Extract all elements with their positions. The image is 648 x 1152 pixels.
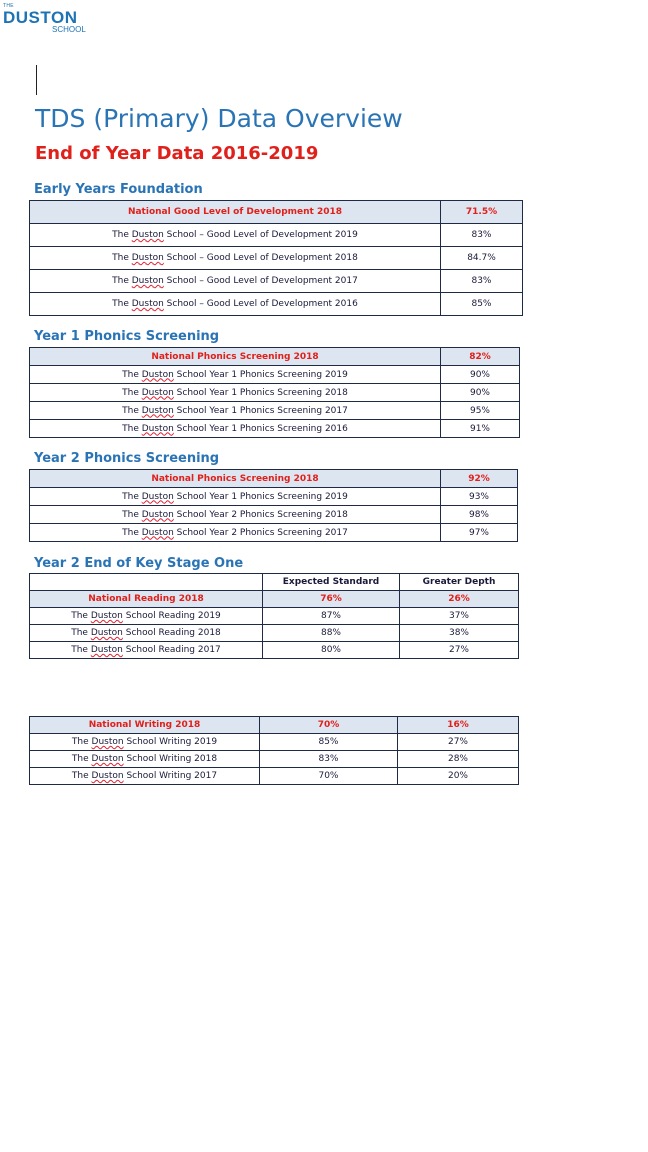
row-expected: 70%	[260, 768, 398, 785]
row-label: The Duston School Year 1 Phonics Screening 2016	[30, 420, 441, 438]
row-label: The Duston School Year 1 Phonics Screening 2019	[30, 488, 441, 506]
row-value: 93%	[441, 488, 518, 506]
national-expected: 76%	[263, 591, 400, 608]
row-value: 90%	[441, 384, 520, 402]
eyfs-table	[29, 200, 523, 316]
national-greater: 26%	[400, 591, 519, 608]
row-value: 91%	[441, 420, 520, 438]
row-expected: 88%	[263, 625, 400, 642]
row-label: The Duston School Reading 2018	[30, 625, 263, 642]
row-greater: 27%	[398, 734, 519, 751]
row-label: The Duston School Writing 2017	[30, 768, 260, 785]
row-label: The Duston School Writing 2019	[30, 734, 260, 751]
page-title: TDS (Primary) Data Overview	[35, 104, 403, 133]
table-row	[30, 751, 519, 768]
table-row	[30, 366, 520, 384]
table-row	[30, 768, 519, 785]
table-row	[30, 247, 523, 270]
table-row	[30, 270, 523, 293]
row-greater: 27%	[400, 642, 519, 659]
row-label: The Duston School – Good Level of Development 2019	[30, 224, 441, 247]
table-row	[30, 402, 520, 420]
column-header-greater: Greater Depth	[400, 574, 519, 591]
y1-phonics-table	[29, 347, 520, 438]
column-header-expected: Expected Standard	[263, 574, 400, 591]
table-row	[30, 488, 518, 506]
y2-heading: Year 2 Phonics Screening	[34, 451, 220, 466]
row-expected: 80%	[263, 642, 400, 659]
row-label: The Duston School Year 2 Phonics Screening 2017	[30, 524, 441, 542]
row-label: The Duston School Year 2 Phonics Screening 2018	[30, 506, 441, 524]
table-row	[30, 625, 519, 642]
row-value: 84.7%	[441, 247, 523, 270]
table-row	[30, 224, 523, 247]
row-label: The Duston School Reading 2017	[30, 642, 263, 659]
row-label: The Duston School – Good Level of Development 2016	[30, 293, 441, 316]
text-cursor	[36, 65, 37, 95]
national-row	[30, 717, 519, 734]
national-label: National Writing 2018	[30, 717, 260, 734]
row-value: 83%	[441, 270, 523, 293]
row-label: The Duston School Year 1 Phonics Screening 2017	[30, 402, 441, 420]
row-label: The Duston School – Good Level of Development 2018	[30, 247, 441, 270]
national-value: 71.5%	[441, 201, 523, 224]
national-label: National Phonics Screening 2018	[30, 470, 441, 488]
national-value: 92%	[441, 470, 518, 488]
page-subtitle: End of Year Data 2016-2019	[35, 143, 319, 164]
national-value: 82%	[441, 348, 520, 366]
row-expected: 87%	[263, 608, 400, 625]
national-row	[30, 348, 520, 366]
row-greater: 38%	[400, 625, 519, 642]
row-label: The Duston School Writing 2018	[30, 751, 260, 768]
row-greater: 28%	[398, 751, 519, 768]
row-value: 85%	[441, 293, 523, 316]
logo-the-text: THE	[3, 3, 14, 9]
ks1-heading: Year 2 End of Key Stage One	[34, 556, 244, 571]
logo-wordmark: DUSTON	[3, 8, 78, 27]
blank-header-cell	[30, 574, 263, 591]
table-row	[30, 506, 518, 524]
table-row	[30, 734, 519, 751]
row-expected: 85%	[260, 734, 398, 751]
national-row	[30, 201, 523, 224]
row-expected: 83%	[260, 751, 398, 768]
row-greater: 20%	[398, 768, 519, 785]
national-row	[30, 591, 519, 608]
row-label: The Duston School Reading 2019	[30, 608, 263, 625]
national-label: National Phonics Screening 2018	[30, 348, 441, 366]
table-row	[30, 642, 519, 659]
y1-heading: Year 1 Phonics Screening	[34, 329, 220, 344]
ks1-reading-table	[29, 573, 519, 659]
y2-phonics-table	[29, 469, 518, 542]
national-label: National Reading 2018	[30, 591, 263, 608]
national-label: National Good Level of Development 2018	[30, 201, 441, 224]
table-row	[30, 384, 520, 402]
row-value: 97%	[441, 524, 518, 542]
row-value: 90%	[441, 366, 520, 384]
ks1-writing-table	[29, 716, 519, 785]
row-value: 95%	[441, 402, 520, 420]
row-value: 98%	[441, 506, 518, 524]
table-row	[30, 608, 519, 625]
national-expected: 70%	[260, 717, 398, 734]
row-greater: 37%	[400, 608, 519, 625]
eyfs-heading: Early Years Foundation	[34, 182, 203, 197]
table-row	[30, 524, 518, 542]
row-value: 83%	[441, 224, 523, 247]
row-label: The Duston School Year 1 Phonics Screening 2018	[30, 384, 441, 402]
table-row	[30, 293, 523, 316]
logo-school-text: SCHOOL	[52, 25, 86, 34]
header-row	[30, 574, 519, 591]
table-row	[30, 420, 520, 438]
national-row	[30, 470, 518, 488]
school-logo	[2, 3, 92, 35]
national-greater: 16%	[398, 717, 519, 734]
row-label: The Duston School – Good Level of Development 2017	[30, 270, 441, 293]
row-label: The Duston School Year 1 Phonics Screening 2019	[30, 366, 441, 384]
